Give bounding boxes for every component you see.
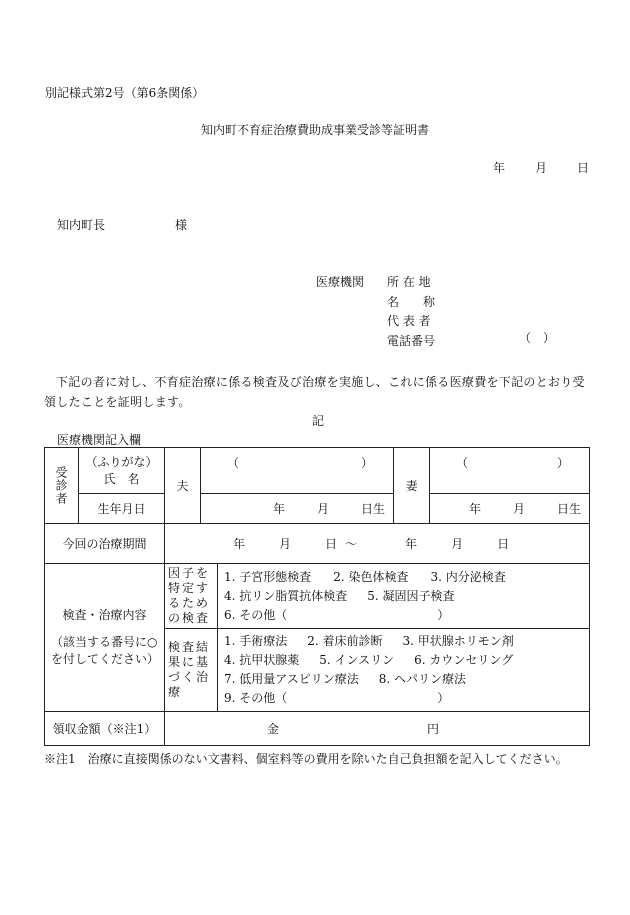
amount-label: 領収金額（※注1） (52, 722, 157, 736)
institution-phone-label: 電話番号 (387, 333, 436, 348)
date-month: 月 (535, 161, 548, 175)
period-end-day: 日 (497, 537, 510, 551)
treatment-item-8[interactable]: 8. ヘパリン療法 (378, 672, 467, 686)
wife-dob-field[interactable] (430, 494, 590, 524)
period-end-month: 月 (451, 537, 464, 551)
treatment-item-5[interactable]: 5. インスリン (319, 653, 395, 667)
period-start-day: 日 (325, 537, 338, 551)
wife-paren-close: ） (556, 456, 569, 470)
factor-label: 因子を特定するための検査 (168, 566, 211, 625)
section-label: 医療機関記入欄 (57, 433, 142, 447)
institution-label: 医療機関 (316, 275, 365, 289)
husband-paren-close: ） (360, 456, 373, 470)
husband-label: 夫 (176, 479, 189, 493)
certification-text: 下記の者に対し、不育症治療に係る検査及び治療を実施し、これに係る医療費を下記のとおり受領したことを証明します。 (44, 375, 585, 409)
furigana-label: （ふりがな） (85, 454, 158, 469)
period-tilde: 〜 (345, 537, 358, 551)
factor-item-5[interactable]: 5. 凝固因子検査 (367, 588, 455, 603)
husband-dob-day: 日生 (360, 502, 385, 516)
treatment-item-2[interactable]: 2. 着床前診断 (307, 634, 383, 648)
certificate-table (44, 447, 590, 746)
factor-list (218, 564, 590, 629)
date-year: 年 (493, 161, 506, 175)
ki-heading: 記 (312, 414, 325, 428)
period-field[interactable] (165, 524, 590, 564)
husband-label-cell (165, 448, 201, 524)
husband-dob-year: 年 (272, 502, 285, 516)
wife-label-cell (394, 448, 430, 524)
institution-name-label: 名 称 (387, 294, 436, 309)
dob-label: 生年月日 (97, 502, 146, 516)
factor-item-3[interactable]: 3. 内分泌検査 (430, 569, 506, 584)
addressee-honorific: 様 (175, 218, 188, 232)
amount-yen: 円 (427, 722, 440, 736)
amount-label-cell (45, 712, 165, 746)
wife-dob-year: 年 (468, 502, 481, 516)
treatment-list (218, 629, 590, 712)
amount-field[interactable] (165, 712, 590, 746)
amount-kin: 金 (267, 722, 280, 736)
form-number: 別記様式第2号（第6条関係） (45, 86, 205, 100)
dob-label-cell (79, 494, 165, 524)
factor-label-cell (165, 564, 218, 629)
treatment-item-9[interactable]: 9. その他（ (224, 691, 288, 705)
wife-dob-day: 日生 (556, 502, 581, 516)
wife-paren-open: （ (456, 456, 469, 470)
phone-paren: （ ） (519, 331, 556, 345)
exam-label-cell (45, 564, 165, 712)
name-label: 氏 名 (103, 471, 140, 486)
issue-date (493, 159, 589, 176)
treatment-label-cell (165, 629, 218, 712)
wife-name-field[interactable] (430, 448, 590, 494)
treatment-label: 検査結果に基づく治療 (168, 640, 211, 699)
husband-dob-field[interactable] (201, 494, 394, 524)
institution-address-label: 所 在 地 (387, 275, 431, 289)
page-title: 知内町不育症治療費助成事業受診等証明書 (200, 123, 429, 137)
institution-fields (387, 273, 435, 351)
period-label-cell (45, 524, 165, 564)
factor-item-4[interactable]: 4. 抗リン脂質抗体検査 (224, 588, 348, 603)
treatment-item-7[interactable]: 7. 低用量アスピリン療法 (224, 672, 359, 686)
period-end-year: 年 (405, 537, 418, 551)
wife-dob-month: 月 (512, 502, 525, 516)
exam-note: （該当する番号に○を付してください） (51, 635, 160, 666)
patient-label: 受診者 (54, 466, 68, 505)
treatment-other-close: ） (437, 691, 450, 705)
factor-item-6[interactable]: 6. その他（ (224, 607, 288, 622)
addressee-name: 知内町長 (57, 218, 106, 232)
treatment-item-4[interactable]: 4. 抗甲状腺薬 (224, 653, 300, 667)
husband-dob-month: 月 (316, 502, 329, 516)
date-day: 日 (577, 161, 590, 175)
factor-item-1[interactable]: 1. 子宮形態検査 (224, 569, 312, 584)
husband-paren-open: （ (227, 456, 240, 470)
treatment-item-3[interactable]: 3. 甲状腺ホリモン剤 (402, 634, 514, 648)
wife-label: 妻 (405, 479, 418, 493)
institution-representative-label: 代 表 者 (387, 314, 431, 328)
patient-label-cell (45, 448, 79, 524)
period-start-month: 月 (279, 537, 292, 551)
name-label-cell (79, 448, 165, 494)
exam-label: 検査・治療内容 (62, 608, 147, 622)
factor-item-2[interactable]: 2. 染色体検査 (333, 569, 409, 584)
treatment-item-6[interactable]: 6. カウンセリング (414, 653, 514, 667)
footnote: ※注1 治療に直接関係のない文書料、個室料等の費用を除いた自己負担額を記入してください。 (44, 752, 568, 766)
husband-name-field[interactable] (201, 448, 394, 494)
period-label: 今回の治療期間 (62, 537, 147, 551)
treatment-item-1[interactable]: 1. 手術療法 (224, 634, 288, 648)
period-start-year: 年 (233, 537, 246, 551)
factor-other-close: ） (437, 607, 450, 622)
